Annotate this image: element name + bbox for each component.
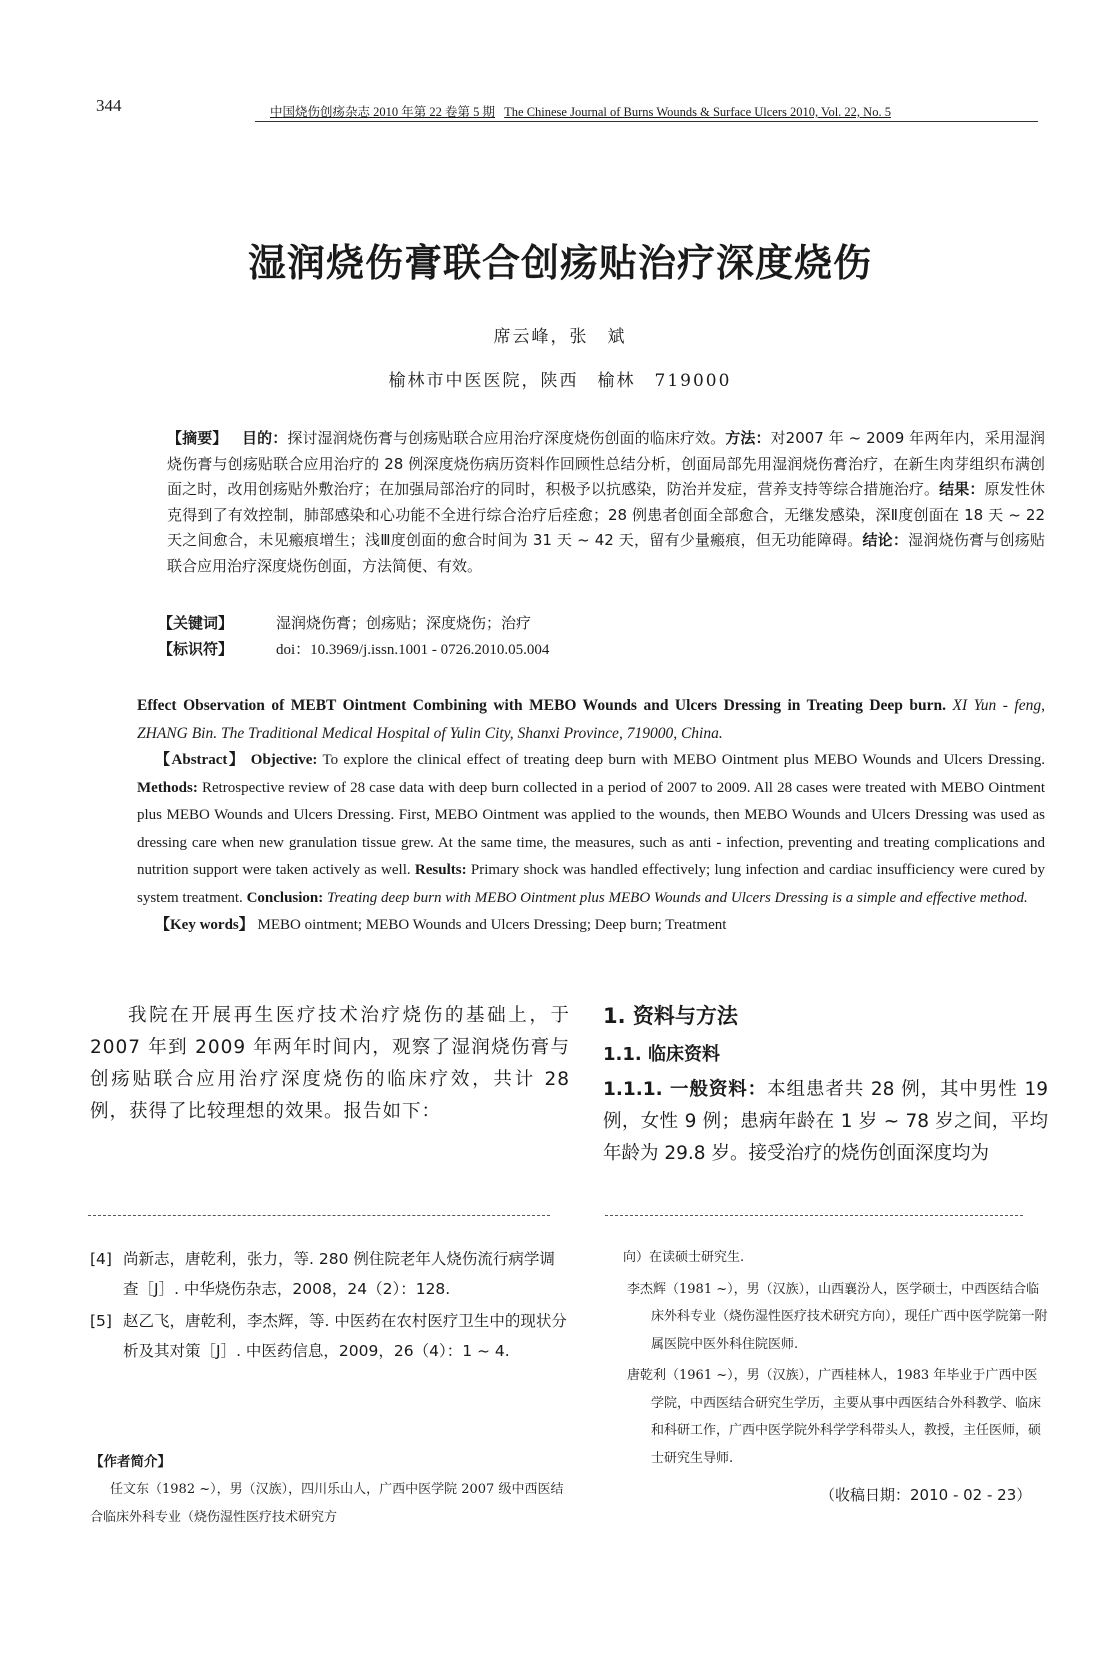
- journal-cn: 中国烧伤创疡杂志 2010 年第 22 卷第 5 期: [270, 105, 496, 119]
- cn-keywords: [158, 612, 531, 633]
- cn-conclusion-label: 结论：: [862, 531, 909, 549]
- general-data-label: 1.1.1. 一般资料：: [603, 1079, 768, 1100]
- body-intro: [90, 1000, 570, 1128]
- cn-result: 原发性休克得到了有效控制，肺部感染和心功能不全进行综合治疗后痊愈；28 例患者创面全部愈合，无继发感染，深Ⅱ度创面在 18 天 ~ 22 天之间愈合，未见瘢痕增生；浅Ⅲ度创面的愈合时间为 31 天 ~ 42 天，留有少量瘢痕，但无功能障碍。: [167, 480, 1045, 549]
- cn-keywords-value: 湿润烧伤膏；创疡贴；深度烧伤；治疗: [276, 614, 532, 632]
- en-abstract-label: 【Abstract】: [155, 752, 246, 768]
- footnote-rule-left: [88, 1215, 550, 1216]
- general-data-text: 本组患者共 28 例，其中男性 19 例，女性 9 例；患病年龄在 1 岁 ~ 78 岁之间，平均年龄为 29.8 岁。接受治疗的烧伤创面深度均为: [603, 1079, 1048, 1164]
- section-heading: 1. 资料与方法: [603, 1004, 738, 1028]
- intro-paragraph: 我院在开展再生医疗技术治疗烧伤的基础上，于 2007 年到 2009 年两年时间内，观察了湿润烧伤膏与创疡贴联合应用治疗深度烧伤的临床疗效，共计 28 例，获得了比较理想的效果。报告如下：: [90, 1005, 570, 1122]
- reference-text: 赵乙飞，唐乾利，李杰辉，等. 中医药在农村医疗卫生中的现状分析及其对策［J］. 中医药信息，2009，26（4）：1 ~ 4.: [123, 1312, 567, 1360]
- subsection-heading: 1.1. 临床资料: [603, 1044, 720, 1065]
- body-general-data: [603, 1074, 1048, 1170]
- cn-conclusion: 湿润烧伤膏与创疡贴联合应用治疗深度烧伤创面，方法简便、有效。: [167, 531, 1045, 575]
- header-rule: [255, 121, 1038, 122]
- en-conclusion-label: Conclusion:: [246, 889, 324, 906]
- reference-number: [5]: [90, 1312, 112, 1330]
- en-title: Effect Observation of MEBT Ointment Combining with MEBO Wounds and Ulcers Dressing in Treating Deep burn.: [137, 697, 946, 714]
- affiliation: 榆林市中医医院，陕西 榆林 719000: [388, 371, 732, 391]
- reference-text: 尚新志，唐乾利，张力，等. 280 例住院老年人烧伤流行病学调查［J］. 中华烧伤杂志，2008，24（2）：128.: [123, 1250, 555, 1298]
- cn-method: 对2007 年 ~ 2009 年两年内，采用湿润烧伤膏与创疡贴联合应用治疗的 28 例深度烧伤病历资料作回顾性总结分析，创面局部先用湿润烧伤膏治疗，在新生肉芽组织布满创面之时，改用创疡贴外敷治疗；在加强局部治疗的同时，积极予以抗感染，防治并发症，营养支持等综合措施治疗。: [167, 429, 1045, 498]
- en-abstract: [137, 692, 1045, 940]
- cn-identifier: [158, 638, 549, 659]
- bio-paragraph: 李杰辉（1981 ~），男（汉族），山西襄汾人，医学硕士，中西医结合临床外科专业（烧伤湿性医疗技术研究方向），现任广西中医学院第一附属医院中医外科住院医师.: [627, 1281, 1048, 1352]
- en-method: Retrospective review of 28 case data with deep burn collected in a period of 2007 to 2009. All 28 cases were treated with MEBO Ointment plus MEBO Wounds and Ulcers Dressing. First, MEBO Ointment was applied to the wounds, then MEBO Wounds and Ulcers Dressing was used as dressing care when new granulation tissue grew. At the same time, the measures, such as anti - infection, preventing and treating complications and nutrition support were taken actively as well.: [137, 779, 1046, 878]
- en-objective-label: Objective:: [250, 752, 318, 768]
- journal-en: The Chinese Journal of Burns Wounds & Surface Ulcers 2010, Vol. 22, No. 5: [504, 105, 891, 119]
- reference-item: [90, 1244, 570, 1304]
- en-objective: To explore the clinical effect of treating deep burn with MEBO Ointment plus MEBO Wounds and Ulcers Dressing.: [322, 752, 1045, 768]
- author-intro-heading: 【作者简介】: [90, 1454, 171, 1470]
- references: [90, 1244, 570, 1368]
- cn-result-label: 结果：: [939, 480, 985, 498]
- reference-item: [90, 1306, 570, 1366]
- cn-method-label: 方法：: [725, 429, 771, 447]
- en-result: Primary shock was handled effectively; lung infection and cardiac insufficiency were cured by system treatment.: [137, 862, 1045, 906]
- en-keywords-label: 【Key words】: [155, 917, 254, 933]
- en-keywords: MEBO ointment; MEBO Wounds and Ulcers Dressing; Deep burn; Treatment: [257, 917, 727, 933]
- author-intro: [90, 1476, 570, 1532]
- author-intro-text: 任文东（1982 ~），男（汉族），四川乐山人，广西中医学院 2007 级中西医结合临床外科专业（烧伤湿性医疗技术研究方: [90, 1482, 564, 1525]
- cn-objective: 探讨湿润烧伤膏与创疡贴联合应用治疗深度烧伤创面的临床疗效。: [287, 429, 726, 447]
- cn-abstract-label: 【摘要】: [167, 429, 228, 447]
- paper-title: 湿润烧伤膏联合创疡贴治疗深度烧伤: [247, 241, 872, 285]
- bio-paragraph: 唐乾利（1961 ~），男（汉族），广西桂林人，1983 年毕业于广西中医学院，中西医结合研究生学历，主要从事中西医结合外科教学、临床和科研工作，广西中医学院外科学学科带头人，教授，主任医师，硕士研究生导师.: [627, 1368, 1042, 1466]
- en-authors: XI Yun - feng, ZHANG Bin. The Traditional Medical Hospital of Yulin City, Shanxi Province, 719000, China.: [137, 697, 1045, 742]
- reference-number: [4]: [90, 1250, 112, 1268]
- cn-abstract: [137, 426, 1045, 579]
- running-head: [270, 102, 891, 120]
- en-method-label: Methods:: [137, 779, 198, 796]
- en-result-label: Results:: [414, 862, 467, 878]
- received-date: （收稿日期：2010 - 02 - 23）: [820, 1486, 1032, 1504]
- cn-objective-label: 目的：: [242, 429, 288, 447]
- bio-continuation: 向）在读硕士研究生.: [623, 1250, 745, 1265]
- page-number: 344: [96, 96, 122, 115]
- author-bios: [603, 1244, 1048, 1472]
- cn-identifier-label: 【标识符】: [158, 640, 234, 658]
- doi: doi：10.3969/j.issn.1001 - 0726.2010.05.004: [276, 642, 550, 658]
- en-conclusion: Treating deep burn with MEBO Ointment plus MEBO Wounds and Ulcers Dressing is a simple and effective method.: [327, 889, 1028, 906]
- authors: 席云峰，张 斌: [493, 327, 627, 347]
- footnote-rule-right: [605, 1215, 1023, 1216]
- cn-keywords-label: 【关键词】: [158, 614, 234, 632]
